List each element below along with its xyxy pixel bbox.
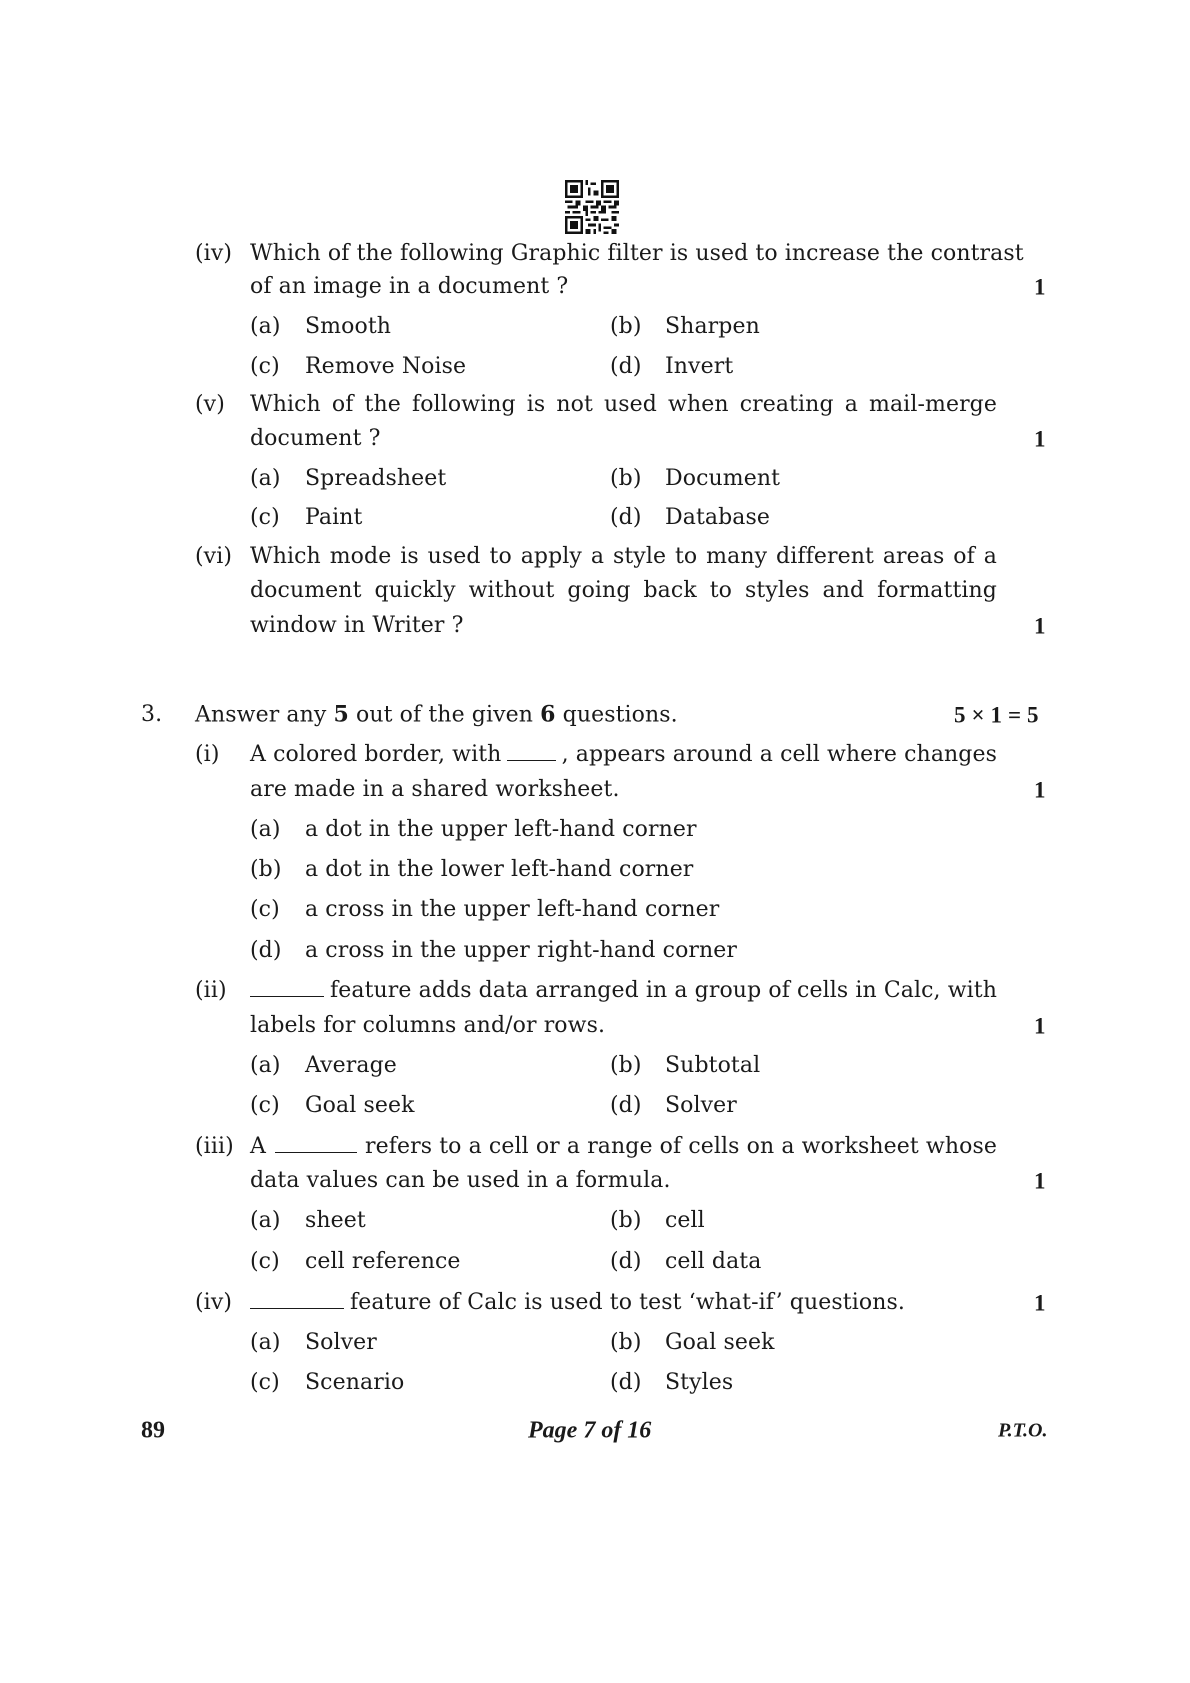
option-letter: (d) bbox=[610, 354, 642, 379]
option-text: Solver bbox=[305, 1330, 377, 1355]
option-text: Goal seek bbox=[305, 1093, 415, 1118]
page-number: Page 7 of 16 bbox=[528, 1417, 652, 1444]
question-text: feature of Calc is used to test ‘what-if’ questions. bbox=[250, 1292, 905, 1314]
option-text: cell bbox=[665, 1208, 705, 1233]
section-marks: 5 × 1 = 5 bbox=[954, 702, 1039, 728]
option-letter: (b) bbox=[610, 1330, 642, 1355]
question-label: (iv) bbox=[195, 241, 233, 266]
option-letter: (b) bbox=[610, 314, 642, 339]
question-text: of an image in a document ? bbox=[250, 274, 569, 299]
question-text: labels for columns and/or rows. bbox=[250, 1013, 606, 1038]
option-letter: (c) bbox=[250, 1370, 280, 1395]
question-text: A refers to a cell or a range of cells on a worksheet whose bbox=[250, 1134, 997, 1159]
marks: 1 bbox=[1034, 426, 1046, 452]
option-letter: (d) bbox=[250, 938, 282, 963]
option-letter: (b) bbox=[250, 857, 282, 882]
option-letter: (d) bbox=[610, 505, 642, 530]
option-letter: (c) bbox=[250, 897, 280, 922]
option-text: Spreadsheet bbox=[305, 466, 447, 491]
option-letter: (a) bbox=[250, 314, 281, 339]
option-text: Solver bbox=[665, 1093, 737, 1118]
answer-blank bbox=[507, 744, 555, 761]
question-label: (iv) bbox=[195, 1290, 233, 1315]
question-text: document ? bbox=[250, 426, 381, 451]
question-label: (ii) bbox=[195, 978, 227, 1003]
answer-blank bbox=[250, 980, 324, 997]
option-text: a cross in the upper left-hand corner bbox=[305, 897, 720, 922]
question-text: feature adds data arranged in a group of cells in Calc, with bbox=[250, 980, 997, 1002]
option-letter: (a) bbox=[250, 1330, 281, 1355]
option-text: a cross in the upper right-hand corner bbox=[305, 938, 738, 963]
question-label: (i) bbox=[195, 742, 220, 767]
option-letter: (b) bbox=[610, 1208, 642, 1233]
question-text: are made in a shared worksheet. bbox=[250, 777, 620, 802]
option-letter: (a) bbox=[250, 466, 281, 491]
question-text: window in Writer ? bbox=[250, 613, 464, 638]
option-text: Invert bbox=[665, 354, 734, 379]
question-text: data values can be used in a formula. bbox=[250, 1168, 671, 1193]
question-number: 3. bbox=[141, 702, 163, 727]
qr-code-icon bbox=[565, 180, 619, 234]
question-text: document quickly without going back to styles and formatting bbox=[250, 578, 997, 603]
marks: 1 bbox=[1034, 1168, 1046, 1194]
answer-blank bbox=[250, 1292, 344, 1309]
option-letter: (d) bbox=[610, 1093, 642, 1118]
option-text: Average bbox=[305, 1053, 397, 1078]
option-text: Styles bbox=[665, 1370, 734, 1395]
marks: 1 bbox=[1034, 613, 1046, 639]
option-text: cell data bbox=[665, 1249, 762, 1274]
option-letter: (a) bbox=[250, 1053, 281, 1078]
question-text: Which mode is used to apply a style to many different areas of a bbox=[250, 544, 997, 569]
option-text: Smooth bbox=[305, 314, 392, 339]
option-text: a dot in the lower left-hand corner bbox=[305, 857, 694, 882]
option-text: Database bbox=[665, 505, 771, 530]
option-text: cell reference bbox=[305, 1249, 461, 1274]
option-letter: (d) bbox=[610, 1249, 642, 1274]
question-label: (iii) bbox=[195, 1134, 234, 1159]
option-text: Sharpen bbox=[665, 314, 760, 339]
option-letter: (a) bbox=[250, 817, 281, 842]
option-letter: (c) bbox=[250, 1249, 280, 1274]
option-letter: (c) bbox=[250, 354, 280, 379]
marks: 1 bbox=[1034, 274, 1046, 300]
question-text: Which of the following Graphic filter is used to increase the contrast bbox=[250, 241, 1024, 266]
question-text: A colored border, with , appears around a cell where changes bbox=[250, 742, 997, 767]
question-label: (vi) bbox=[195, 544, 233, 569]
option-text: a dot in the upper left-hand corner bbox=[305, 817, 697, 842]
option-text: Paint bbox=[305, 505, 363, 530]
paper-code: 89 bbox=[141, 1417, 165, 1444]
pto-label: P.T.O. bbox=[998, 1419, 1048, 1442]
marks: 1 bbox=[1034, 1013, 1046, 1039]
option-text: Scenario bbox=[305, 1370, 405, 1395]
option-text: Subtotal bbox=[665, 1053, 761, 1078]
section-instruction: Answer any 5 out of the given 6 questions. bbox=[195, 701, 678, 728]
marks: 1 bbox=[1034, 777, 1046, 803]
option-letter: (c) bbox=[250, 1093, 280, 1118]
option-text: sheet bbox=[305, 1208, 366, 1233]
option-letter: (b) bbox=[610, 1053, 642, 1078]
option-letter: (b) bbox=[610, 466, 642, 491]
option-text: Goal seek bbox=[665, 1330, 775, 1355]
marks: 1 bbox=[1034, 1290, 1046, 1316]
question-text: Which of the following is not used when creating a mail-merge bbox=[250, 392, 997, 417]
option-letter: (c) bbox=[250, 505, 280, 530]
answer-blank bbox=[275, 1136, 357, 1153]
option-letter: (a) bbox=[250, 1208, 281, 1233]
option-text: Remove Noise bbox=[305, 354, 467, 379]
option-letter: (d) bbox=[610, 1370, 642, 1395]
option-text: Document bbox=[665, 466, 781, 491]
question-label: (v) bbox=[195, 392, 225, 417]
